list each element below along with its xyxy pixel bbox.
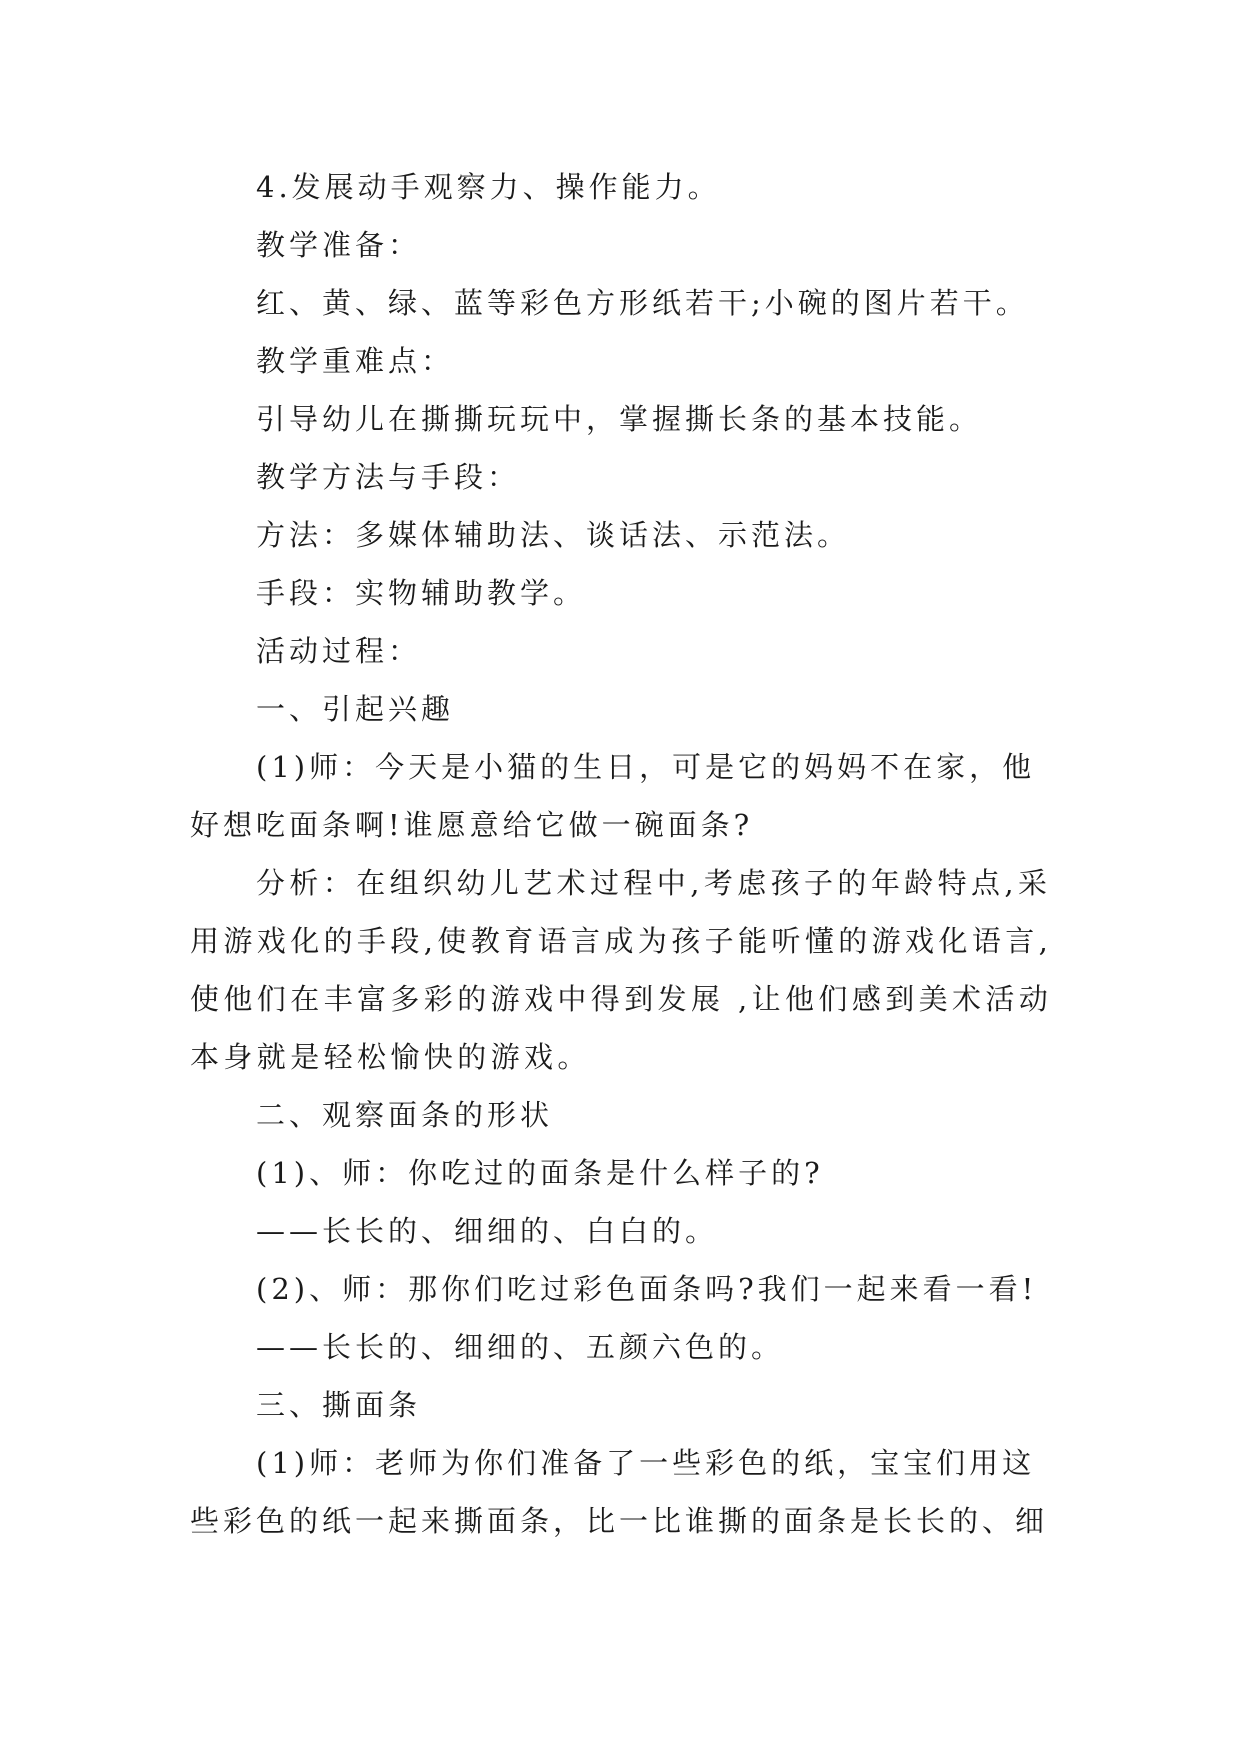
paragraph-teacher-intro: (1)师：今天是小猫的生日，可是它的妈妈不在家，他好想吃面条啊!谁愿意给它做一碗面条? [190,750,1036,842]
paragraph-methods: 方法：多媒体辅助法、谈话法、示范法。 [256,518,851,552]
paragraph-analysis: 分析：在组织幼儿艺术过程中,考虑孩子的年龄特点,采用游戏化的手段,使教育语言成为孩子能听懂的游戏化语言,使他们在丰富多彩的游戏中得到发展 ,让他们感到美术活动本身就是轻松愉快的游戏。 [190,866,1053,1074]
paragraph-goal-4: 4.发展动手观察力、操作能力。 [256,170,721,204]
heading-key-difficulties: 教学重难点： [256,344,455,378]
heading-teaching-preparation: 教学准备： [256,228,422,262]
paragraph-teacher-instruction: (1)师：老师为你们准备了一些彩色的纸，宝宝们用这些彩色的纸一起来撕面条，比一比谁撕的面条是长长的、细 [190,1446,1049,1538]
paragraph-answer-1: ——长长的、细细的、白白的。 [256,1214,719,1248]
paragraph-key-skill: 引导幼儿在撕撕玩玩中，掌握撕长条的基本技能。 [256,402,983,436]
heading-methods: 教学方法与手段： [256,460,521,494]
heading-activity-process: 活动过程： [256,634,422,668]
paragraph-answer-2: ——长长的、细细的、五颜六色的。 [256,1330,785,1364]
paragraph-means: 手段：实物辅助教学。 [256,576,587,610]
document-body [190,158,1058,1550]
paragraph-materials: 红、黄、绿、蓝等彩色方形纸若干;小碗的图片若干。 [256,286,1029,320]
paragraph-question-2: (2)、师：那你们吃过彩色面条吗?我们一起来看一看! [256,1272,1038,1306]
paragraph-question-1: (1)、师：你吃过的面条是什么样子的? [256,1156,824,1190]
heading-section-2: 二、观察面条的形状 [256,1098,554,1132]
heading-section-1: 一、引起兴趣 [256,692,455,726]
heading-section-3: 三、撕面条 [256,1388,422,1422]
